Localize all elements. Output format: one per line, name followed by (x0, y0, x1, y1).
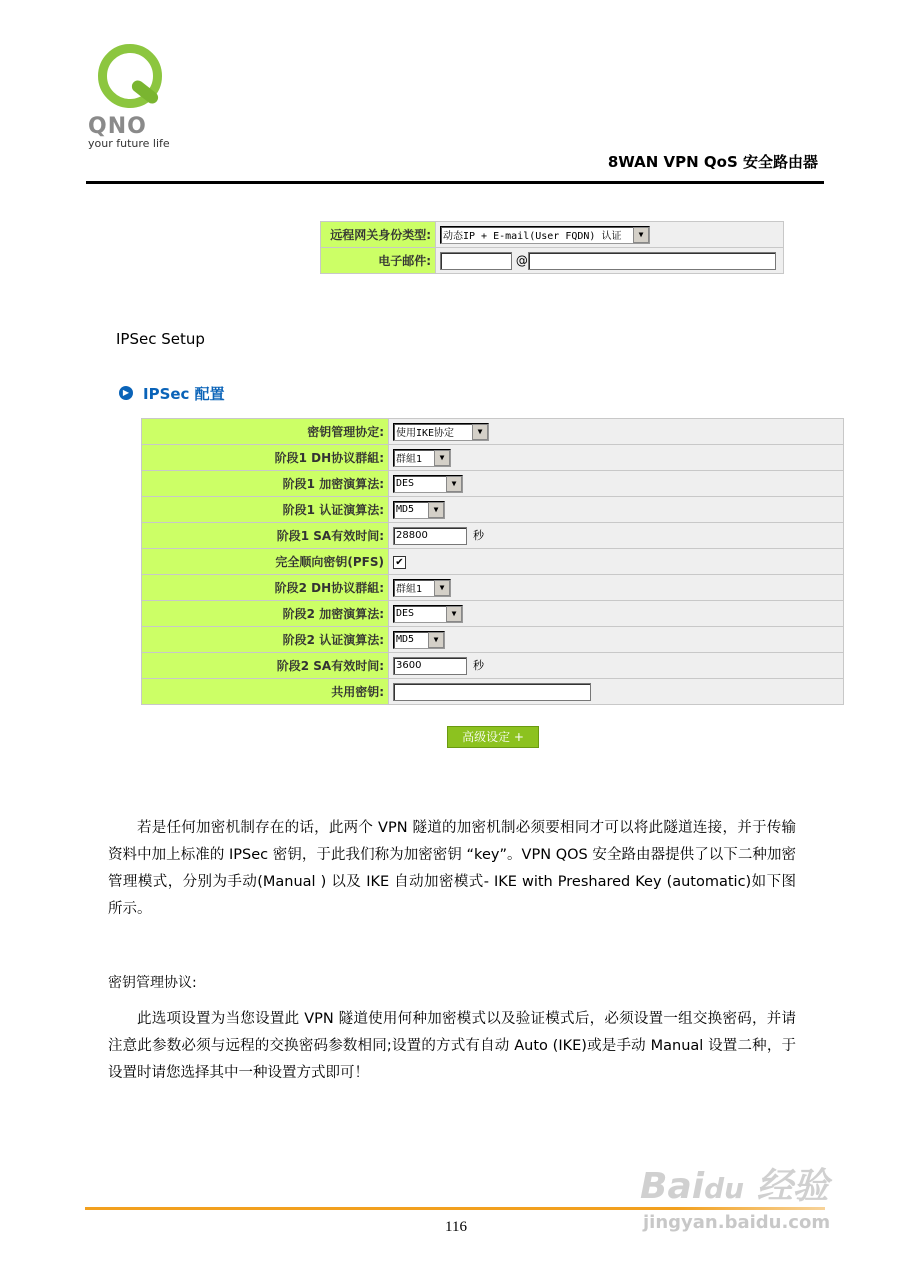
row-label: 阶段2 加密演算法: (142, 601, 389, 627)
setting-input[interactable]: 3600 (393, 657, 467, 675)
row-label: 电子邮件: (321, 248, 436, 274)
chevron-down-icon: ▼ (428, 632, 444, 648)
table-row (321, 248, 784, 274)
table-row (142, 419, 844, 445)
table-row (142, 523, 844, 549)
pfs-checkbox[interactable]: ✔ (393, 556, 406, 569)
chevron-down-icon: ▼ (633, 227, 649, 243)
setting-input[interactable] (393, 683, 591, 701)
row-label: 阶段1 DH协议群組: (142, 445, 389, 471)
watermark-url: jingyan.baidu.com (643, 1212, 831, 1233)
table-row (142, 549, 844, 575)
table-row (321, 222, 784, 248)
paragraph-1: 若是任何加密机制存在的话，此两个 VPN 隧道的加密机制必须要相同才可以将此隧道连接，并于传输资料中加上标准的 IPSec 密钥，于此我们称为加密密钥 “key”。VPN QOS 安全路由器提供了以下二种加密管理模式，分别为手动(Manual ) 以及 IKE 自动加密模式- IKE with Preshared Key (automatic)如下图所示。 (108, 820, 796, 917)
chevron-down-icon: ▼ (446, 476, 462, 492)
row-label: 阶段1 SA有效时间: (142, 523, 389, 549)
key-management-heading: 密钥管理协议: (108, 975, 197, 991)
row-label: 阶段2 SA有效时间: (142, 653, 389, 679)
table-row (142, 497, 844, 523)
setting-select[interactable]: 群組1 ▼ (393, 579, 451, 597)
remote-id-type-select[interactable]: 动态IP + E-mail(User FQDN) 认证 ▼ (440, 226, 650, 244)
row-label: 阶段1 加密演算法: (142, 471, 389, 497)
table-row (142, 653, 844, 679)
table-row (142, 627, 844, 653)
table-row (142, 445, 844, 471)
row-label: 密钥管理协定: (142, 419, 389, 445)
setting-select[interactable]: MD5 ▼ (393, 501, 445, 519)
baidu-watermark: Baidu 经验 (640, 1166, 829, 1207)
setting-select[interactable]: DES ▼ (393, 475, 463, 493)
table-row (142, 575, 844, 601)
header-divider (86, 181, 824, 184)
ipsec-setup-label: IPSec Setup (116, 330, 205, 348)
table-row (142, 601, 844, 627)
logo-tagline: your future life (88, 137, 170, 150)
table-row (142, 471, 844, 497)
chevron-down-icon: ▼ (446, 606, 462, 622)
remote-gateway-table (320, 221, 784, 274)
chevron-down-icon: ▼ (472, 424, 488, 440)
setting-select[interactable]: DES ▼ (393, 605, 463, 623)
chevron-down-icon: ▼ (428, 502, 444, 518)
footer-divider (85, 1207, 825, 1210)
page-number: 116 (445, 1219, 467, 1235)
unit-label: 秒 (473, 529, 484, 542)
at-sign: @ (515, 253, 528, 267)
email-user-input[interactable] (440, 252, 512, 270)
chevron-down-icon: ▼ (434, 580, 450, 596)
row-label: 完全顺向密钥(PFS) (142, 549, 389, 575)
setting-select[interactable]: MD5 ▼ (393, 631, 445, 649)
circle-arrow-right-icon: ▶ (119, 386, 133, 400)
row-label: 共用密钥: (142, 679, 389, 705)
section-title: IPSec 配置 (143, 385, 225, 403)
row-label: 远程网关身份类型: (321, 222, 436, 248)
email-domain-input[interactable] (528, 252, 776, 270)
logo-text: QNO (88, 114, 147, 139)
row-label: 阶段2 认证演算法: (142, 627, 389, 653)
advanced-settings-button[interactable]: 高级设定 + (447, 726, 539, 748)
setting-select[interactable]: 群組1 ▼ (393, 449, 451, 467)
paragraph-2: 此选项设置为当您设置此 VPN 隧道使用何种加密模式以及验证模式后，必须设置一组交换密码，并请注意此参数必须与远程的交换密码参数相同;设置的方式有自动 Auto (IKE)或是手动 Manual 设置二种，于设置时请您选择其中一种设置方式即可！ (108, 1011, 796, 1081)
row-label: 阶段1 认证演算法: (142, 497, 389, 523)
table-row (142, 679, 844, 705)
header-title: 8WAN VPN QoS 安全路由器 (607, 153, 818, 171)
chevron-down-icon: ▼ (434, 450, 450, 466)
row-label: 阶段2 DH协议群組: (142, 575, 389, 601)
ipsec-config-table (141, 418, 844, 705)
unit-label: 秒 (473, 659, 484, 672)
setting-input[interactable]: 28800 (393, 527, 467, 545)
setting-select[interactable]: 使用IKE协定 ▼ (393, 423, 489, 441)
